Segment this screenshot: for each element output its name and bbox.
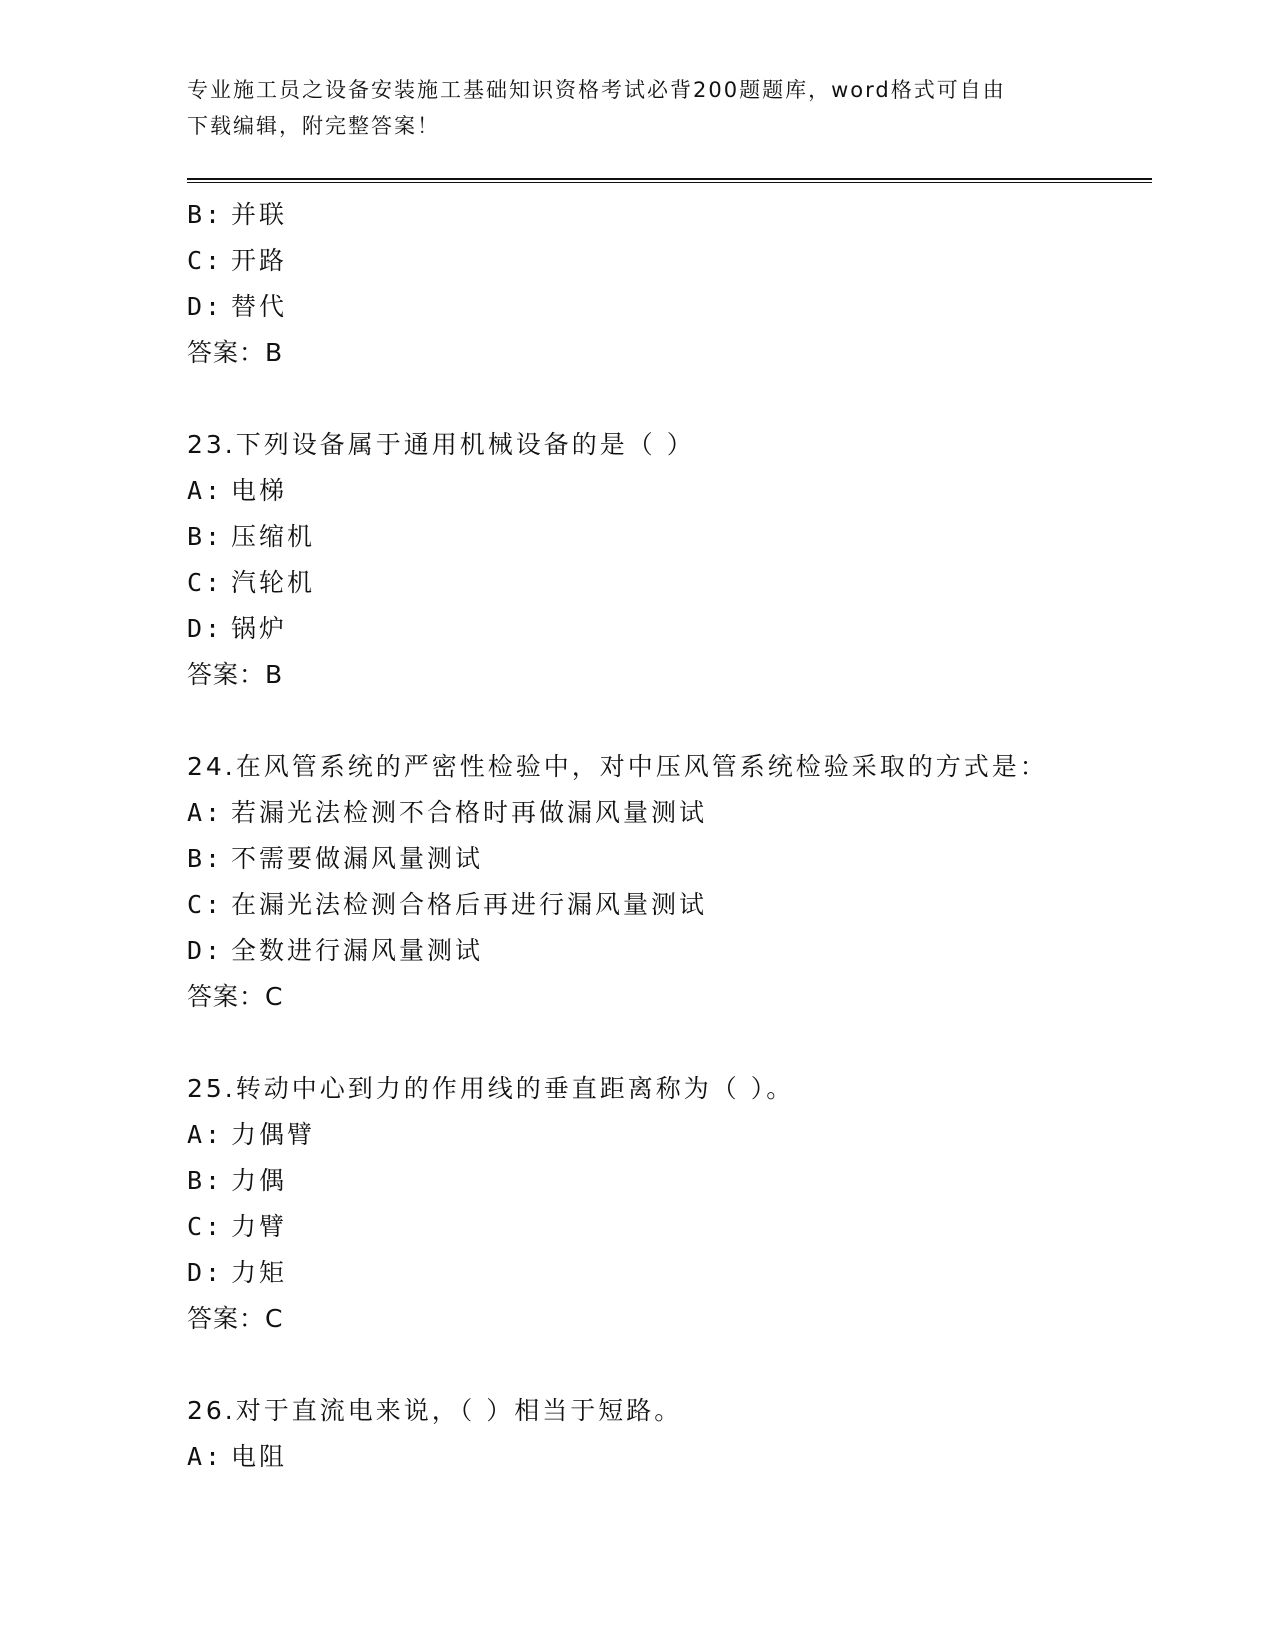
header-divider-thick: [187, 178, 1152, 180]
question-spacer: [187, 1342, 1152, 1388]
question-23: [187, 422, 1152, 698]
option-row: [187, 928, 1152, 974]
option-row: [187, 1158, 1152, 1204]
option-letter: D:: [187, 292, 224, 321]
question-spacer: [187, 1020, 1152, 1066]
option-text: 汽轮机: [231, 568, 316, 597]
option-row: [187, 882, 1152, 928]
option-letter: C:: [187, 246, 224, 275]
option-row: [187, 1112, 1152, 1158]
answer-line: 答案：B: [187, 660, 284, 689]
question-spacer: [187, 376, 1152, 422]
option-text: 压缩机: [231, 522, 316, 551]
option-text: 力偶: [231, 1166, 288, 1195]
option-letter: C:: [187, 568, 224, 597]
question-25: [187, 1066, 1152, 1342]
option-row: [187, 1250, 1152, 1296]
option-row: [187, 238, 1152, 284]
question-22-tail: [187, 192, 1152, 376]
question-stem: 24.在风管系统的严密性检验中，对中压风管系统检验采取的方式是：: [187, 752, 1048, 781]
option-text: 力偶臂: [231, 1120, 316, 1149]
question-stem: 23.下列设备属于通用机械设备的是（ ）: [187, 430, 695, 459]
option-letter: A:: [187, 1442, 224, 1471]
option-letter: D:: [187, 1258, 224, 1287]
option-text: 电阻: [231, 1442, 288, 1471]
option-letter: B:: [187, 200, 224, 229]
question-stem: 26.对于直流电来说，（ ）相当于短路。: [187, 1396, 683, 1425]
option-letter: D:: [187, 936, 224, 965]
question-stem: 25.转动中心到力的作用线的垂直距离称为（ ）。: [187, 1074, 795, 1103]
header-title-line-2: 下载编辑，附完整答案！: [187, 114, 440, 138]
option-text: 若漏光法检测不合格时再做漏风量测试: [231, 798, 708, 827]
option-letter: C:: [187, 1212, 224, 1241]
document-header: [187, 72, 1067, 144]
option-text: 锅炉: [231, 614, 288, 643]
option-letter: B:: [187, 522, 224, 551]
option-letter: B:: [187, 844, 224, 873]
option-row: [187, 606, 1152, 652]
option-row: [187, 514, 1152, 560]
option-text: 在漏光法检测合格后再进行漏风量测试: [231, 890, 708, 919]
option-letter: D:: [187, 614, 224, 643]
option-row: [187, 836, 1152, 882]
option-letter: C:: [187, 890, 224, 919]
option-row: [187, 284, 1152, 330]
option-row: [187, 790, 1152, 836]
option-row: [187, 192, 1152, 238]
question-26: [187, 1388, 1152, 1480]
header-divider-thin: [187, 182, 1152, 183]
option-text: 开路: [231, 246, 288, 275]
option-letter: A:: [187, 1120, 224, 1149]
option-text: 力矩: [231, 1258, 288, 1287]
option-text: 替代: [231, 292, 288, 321]
option-text: 不需要做漏风量测试: [231, 844, 484, 873]
question-spacer: [187, 698, 1152, 744]
answer-line: 答案：C: [187, 1304, 284, 1333]
option-row: [187, 1434, 1152, 1480]
option-text: 并联: [231, 200, 288, 229]
option-letter: A:: [187, 798, 224, 827]
question-list: [187, 192, 1152, 1480]
answer-line: 答案：B: [187, 338, 284, 367]
option-text: 全数进行漏风量测试: [231, 936, 484, 965]
option-row: [187, 1204, 1152, 1250]
option-text: 电梯: [231, 476, 288, 505]
option-row: [187, 468, 1152, 514]
option-text: 力臂: [231, 1212, 288, 1241]
header-title-line-1: 专业施工员之设备安装施工基础知识资格考试必背200题题库，word格式可自由: [187, 78, 1006, 102]
option-letter: B:: [187, 1166, 224, 1195]
option-letter: A:: [187, 476, 224, 505]
option-row: [187, 560, 1152, 606]
question-24: [187, 744, 1152, 1020]
answer-line: 答案：C: [187, 982, 284, 1011]
